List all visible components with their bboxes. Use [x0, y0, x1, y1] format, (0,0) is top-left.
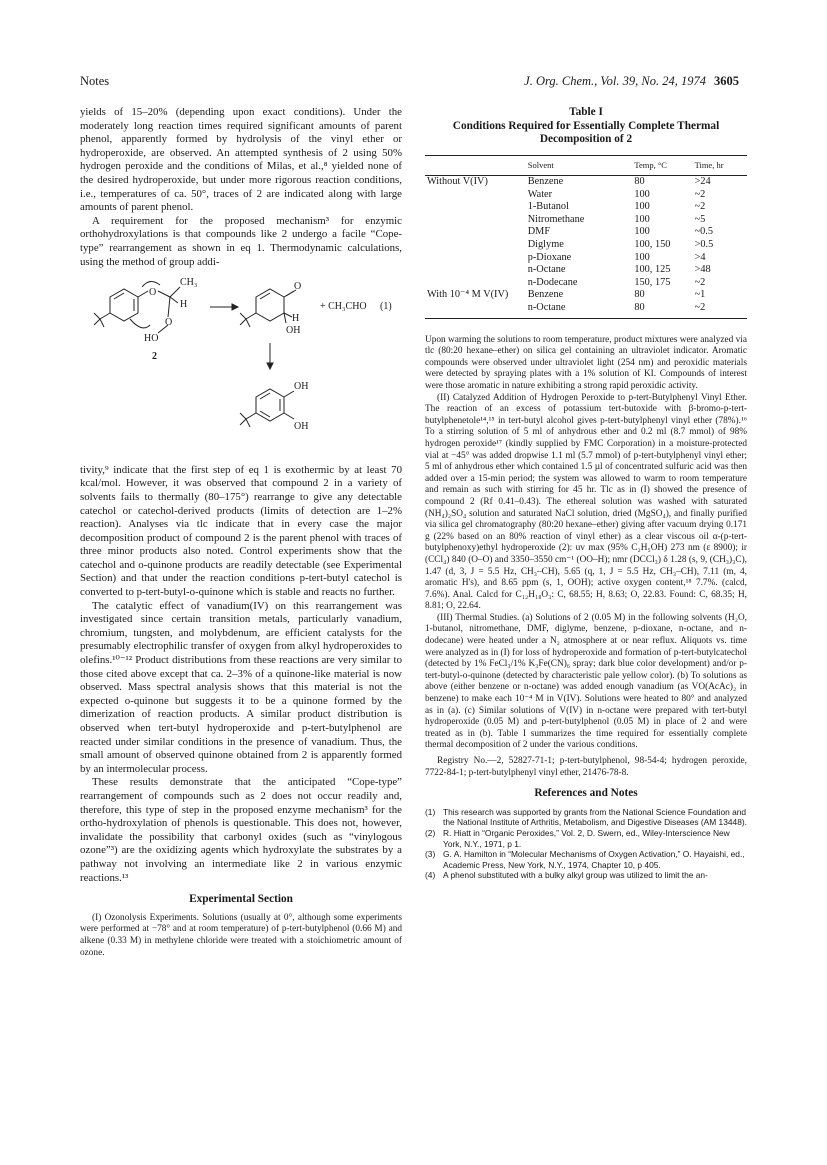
journal-citation: J. Org. Chem., Vol. 39, No. 24, 1974 [524, 74, 706, 88]
running-header-section: Notes [80, 74, 110, 88]
table-cell: ~2 [694, 201, 706, 213]
table-header-row [425, 155, 747, 176]
section-heading-references: References and Notes [534, 787, 638, 800]
paragraph: yields of 15–20% (depending upon exact conditions). Under the moderately long reaction times required significant amounts of parent phenol, apparently formed by hydrolysis of the vinyl ether or hydroperoxide, are observed. An attempted synthesis of 2 using 50% hydrogen peroxide and the conditions of Milas, et al.,⁸ yielded none of the desired hydroperoxide, but under more rigorous reaction conditions, i.e., temperatures of ca. 50°, traces of 2 are indicated along with large amounts of parent phenol. [80, 106, 402, 214]
table-cell: ~0.5 [694, 226, 714, 238]
paragraph: The catalytic effect of vanadium(IV) on this rearrangement was investigated since certain transition metals, particularly vanadium, chromium, tungsten, and molybdenum, are efficient catalysts for the presumably electrophilic transfer of oxygen from alkyl hydroperoxides to olefins.¹⁰⁻¹² Product distributions from these reactions are very similar to those cited above except that ca. 2–3% of a quinone-like material is now observed. Mass spectral analysis shows that this material is not the expected o-quinone but suggests it to be a quinone formed by the dimerization of reaction products. A similar product distribution is observed when tert-butyl hydroperoxide and p-tert-butylphenol are reacted under similar conditions in the presence of vanadium. Thus, the small amount of observed quinone obtained from 2 is apparently formed by an intermolecular process. [80, 599, 402, 775]
table-cell: Without V(IV) [427, 176, 488, 188]
acetaldehyde-product: + CH₃CHO [320, 301, 367, 313]
hydroxyl-label: OH [294, 381, 309, 393]
table-row [425, 302, 747, 318]
reference-text: R. Hiatt in “Organic Peroxides,” Vol. 2, D. Swern, ed., Wiley-Interscience New York, N.Y., 1971, p 1. [443, 827, 730, 849]
table-cell: 80 [634, 176, 645, 188]
decomposition-table [425, 155, 747, 319]
table-row [425, 277, 747, 290]
table-cell [425, 252, 526, 265]
paragraph: Upon warming the solutions to room temperature, product mixtures were analyzed via tlc (80:20 hexane–ether) on silica gel containing an ultraviolet indicator. Aromatic compounds were observed under ultraviolet light (254 nm) and peroxidic materials were detected by spraying plates with a 1% solution of KI. Compounds of interest were those aromatic in nature exhibiting a strong rapid peroxidic activity. [425, 334, 747, 391]
table-header: Temp, °C [632, 155, 692, 176]
table-cell: n-Dodecane [527, 276, 578, 288]
table-cell [425, 302, 526, 318]
table-cell: >48 [694, 264, 711, 276]
table-cell: Benzene [527, 289, 564, 301]
table-header: Solvent [526, 155, 633, 176]
table-cell: Nitromethane [527, 213, 585, 225]
table-cell: 100 [634, 226, 650, 238]
table-cell: DMF [527, 226, 551, 238]
right-column [425, 106, 747, 881]
table-row [425, 252, 747, 265]
hydroxyl-label: OH [286, 325, 301, 337]
reference-number: (2) [425, 827, 436, 838]
table-row [425, 201, 747, 214]
references-list [425, 807, 747, 881]
reference-item [425, 828, 747, 849]
table-cell: ~2 [694, 276, 706, 288]
table-cell: n-Octane [527, 264, 566, 276]
reference-text: This research was supported by grants from the National Science Foundation and the National Institute of Arthritis, Metabolism, and Digestive Diseases (AM 13448). [443, 806, 747, 828]
table-cell: n-Octane [526, 302, 633, 318]
table-cell: ~2 [694, 188, 706, 200]
table-cell: 100, 125 [634, 264, 671, 276]
table-row [425, 264, 747, 277]
reference-number: (1) [425, 806, 436, 817]
table-cell [425, 277, 526, 290]
page-number: 3605 [714, 74, 739, 88]
catechol-structure [240, 389, 294, 427]
table-cell: 80 [634, 289, 645, 301]
table-cell [425, 214, 526, 227]
table-cell [425, 264, 526, 277]
table-cell: 150, 175 [634, 276, 671, 288]
table-cell: 100 [634, 213, 650, 225]
table-header: Time, hr [693, 155, 747, 176]
table-cell: With 10⁻⁴ M V(IV) [427, 289, 509, 301]
table-cell: Benzene [527, 176, 564, 188]
paragraph: (III) Thermal Studies. (a) Solutions of 2 (0.05 M) in the following solvents (H₂O, 1-butanol, nitromethane, DMF, diglyme, benzene, p-dioxane, n-octane, and n-dodecane) were heated under a N₂ atmosphere at or near reflux. Aliquots vs. time were analyzed as in (I) for loss of hydroperoxide and formation of p-tert-butylcatechol (detected by 1% FeCl₃/1% K₃Fe(CN)₆ spray; dark blue color development) and/or p-tert-butyl-o-quinone (detected by characteristic pale yellow color). (b) To solutions as above (either benzene or n-octane) was added enough vanadium (as VO(AcAc)₂ in benzene) to make each 10⁻⁴ M in V(IV). Solutions were heated to 80° and analyzed as in (a). (c) Similar solutions of V(IV) in n-octane were prepared with tert-butyl hydroperoxide (0.05 M) and p-tert-butylphenol (0.05 M) in place of 2 and were treated as in (b). Table I summarizes the time required for essentially complete thermal decomposition of 2 under the various conditions. [425, 612, 747, 751]
table-cell: >0.5 [694, 239, 714, 251]
reaction-arrow-down [267, 343, 273, 369]
table-cell: 100 [634, 251, 650, 263]
running-header-journal [524, 74, 739, 89]
paragraph: A requirement for the proposed mechanism³ for enzymic orthohydroxylations is that compounds like 2 undergo a facile “Cope-type” rearrangement as shown in eq 1. Thermodynamic calculations, using the method of group addi- [80, 214, 402, 268]
table-row [425, 214, 747, 227]
table-cell: 80 [632, 302, 692, 318]
table-cell [425, 239, 526, 252]
table-cell: ~2 [693, 302, 747, 318]
reference-item [425, 849, 747, 870]
table-cell: 100 [634, 188, 650, 200]
oxygen-label: O [149, 287, 157, 299]
table-cell: p-Dioxane [527, 251, 572, 263]
table-number: Table I [569, 106, 603, 118]
paragraph: These results demonstrate that the anticipated “Cope-type” rearrangement of compounds such as 2 does not occur readily and, therefore, this type of step in the proposed enzyme mechanism³ for the ortho-hydroxylation of phenols is questionable. This does not, however, invalidate the possibility that carbonyl oxides (such as “vinylogous ozone”³) are the oxidizing agents which hydroxylate the substrates by a pathway not involving an intermediate like 2 in various enzymic reactions.¹³ [80, 776, 402, 884]
paragraph: tivity,⁹ indicate that the first step of eq 1 is exothermic by at least 70 kcal/mol. However, it was observed that compound 2 in a variety of solvents fails to thermally (80–175°) rearrange to give any detectable catechol or catechol-derived products (limits of detection are 1–2% reaction). Analyses via tlc indicate that in every case the major decomposition product of compound 2 is the parent phenol with traces of three minor products also noted. Control experiments show that the catechol and o-quinone products are readily detectable (see Experimental Section) and that under the reaction conditions p-tert-butyl catechol is converted to p-tert-butyl-o-quinone which is stable and reacts no further. [80, 463, 402, 599]
paragraph: (II) Catalyzed Addition of Hydrogen Peroxide to p-tert-Butylphenyl Vinyl Ether. The reaction of an excess of potassium tert-butoxide with β-bromo-p-tert-butylphenetole¹⁴,¹⁵ in tert-butyl alcohol gives p-tert-butylphenyl vinyl ether (78%).¹⁶ To a stirring solution of 5 ml of anhydrous ether and 0.2 ml (8.7 mmol) of 98% hydrogen peroxide¹⁷ (kindly supplied by FMC Corporation) in a moisture-protected vial at −45° was added dropwise 1.1 ml (5.7 mmol) of p-tert-butylphenyl vinyl ether; 5 ml of anhydrous ether which contained 1.5 µl of concentrated sulfuric acid was then added over a 15-min period; the system was allowed to warm to room temperature and remain as such with stirring for 45 hr. Tlc as in (I) showed the presence of compound 2 (Rf 0.41–0.43). The ethereal solution was washed with saturated (NH₄)₂SO₄ solution and saturated NaCl solution, dried (MgSO₄), and finally purified via silica gel chromatography (80:20 hexane–ether) giving after vacuum drying 0.171 g (22% based on an 80% reaction of vinyl ether) as a clear viscous oil α-(p-tert-butylphenoxy)ethyl hydroperoxide (2): uv max (95% C₂H₅OH) 273 nm (ε 8900); ir (CCl₄) 840 (O–O) and 3350–3550 cm⁻¹ (OO–H); nmr (DCCl₃) δ 1.28 (s, 9, (CH₃)₃C), 1.47 (d, 3, J = 5.5 Hz, CH₃–CH), 5.65 (q, 1, J = 5.5 Hz, CH₃–CH), 7.11 (m, 4, aromatic H's), and 8.65 ppm (s, 1, OOH); active oxygen content,¹⁸ 7.7%. (calcd, 7.6%). Anal. Calcd for C₁₂H₁₈O₃: C, 68.55; H, 8.63; O, 22.83. Found: C, 68.35; H, 8.81; O, 22.64. [425, 392, 747, 612]
hydroxyl-label: HO [144, 333, 159, 345]
table-row [425, 176, 747, 189]
table-cell [425, 189, 526, 202]
table-row [425, 239, 747, 252]
reference-text: A phenol substituted with a bulky alkyl group was utilized to limit the an- [443, 870, 708, 881]
hydrogen-label: H [180, 299, 188, 311]
table-row [425, 226, 747, 239]
oxygen-label: O [165, 317, 173, 329]
table-row [425, 189, 747, 202]
table-cell: Water [527, 188, 553, 200]
table-title: Conditions Required for Essentially Complete Thermal Decomposition of 2 [452, 119, 720, 145]
table-cell: Diglyme [527, 239, 564, 251]
section-heading-experimental: Experimental Section [189, 893, 293, 906]
paragraph: (I) Ozonolysis Experiments. Solutions (usually at 0°, although some experiments were performed at −78° and at room temperature) of p-tert-butylphenol (0.66 M) and alkene (0.33 M) in methylene chloride were treated with a stoichiometric amount of ozone. [80, 912, 402, 958]
left-column [80, 106, 402, 959]
hydroxyl-label: OH [294, 421, 309, 433]
table-cell: >4 [694, 251, 706, 263]
reference-number: (4) [425, 870, 436, 881]
equation-number: (1) [380, 301, 392, 313]
reference-text: G. A. Hamilton in “Molecular Mechanisms of Oxygen Activation,” O. Hayaishi, ed., Academic Press, New York, N.Y., 1974, Chapter 10, p 405. [443, 849, 745, 870]
reaction-arrow-right [210, 304, 238, 310]
reaction-scheme-eq1 [80, 273, 402, 455]
table-cell: 1-Butanol [527, 201, 569, 213]
reference-item [425, 807, 747, 828]
table-cell: 100 [634, 201, 650, 213]
methyl-label: CH₃ [180, 277, 198, 289]
compound-number: 2 [152, 351, 157, 363]
table-cell [425, 226, 526, 239]
table-row [425, 289, 747, 302]
table-header [425, 155, 526, 176]
table-cell: 100, 150 [634, 239, 671, 251]
hydrogen-label: H [292, 313, 300, 325]
table-cell [425, 201, 526, 214]
experimental-text [425, 335, 747, 780]
reference-item [425, 870, 747, 881]
registry-numbers: Registry No.—2, 52827-71-1; p-tert-butylphenol, 98-54-4; hydrogen peroxide, 7722-84-1; p-tert-butylphenyl vinyl ether, 21476-78-8. [425, 756, 747, 778]
reference-number: (3) [425, 849, 436, 860]
table-cell: ~5 [694, 213, 706, 225]
oxygen-label: O [294, 281, 302, 293]
intermediate-structure [240, 289, 296, 327]
table-cell: >24 [694, 176, 711, 188]
table-cell: ~1 [694, 289, 706, 301]
